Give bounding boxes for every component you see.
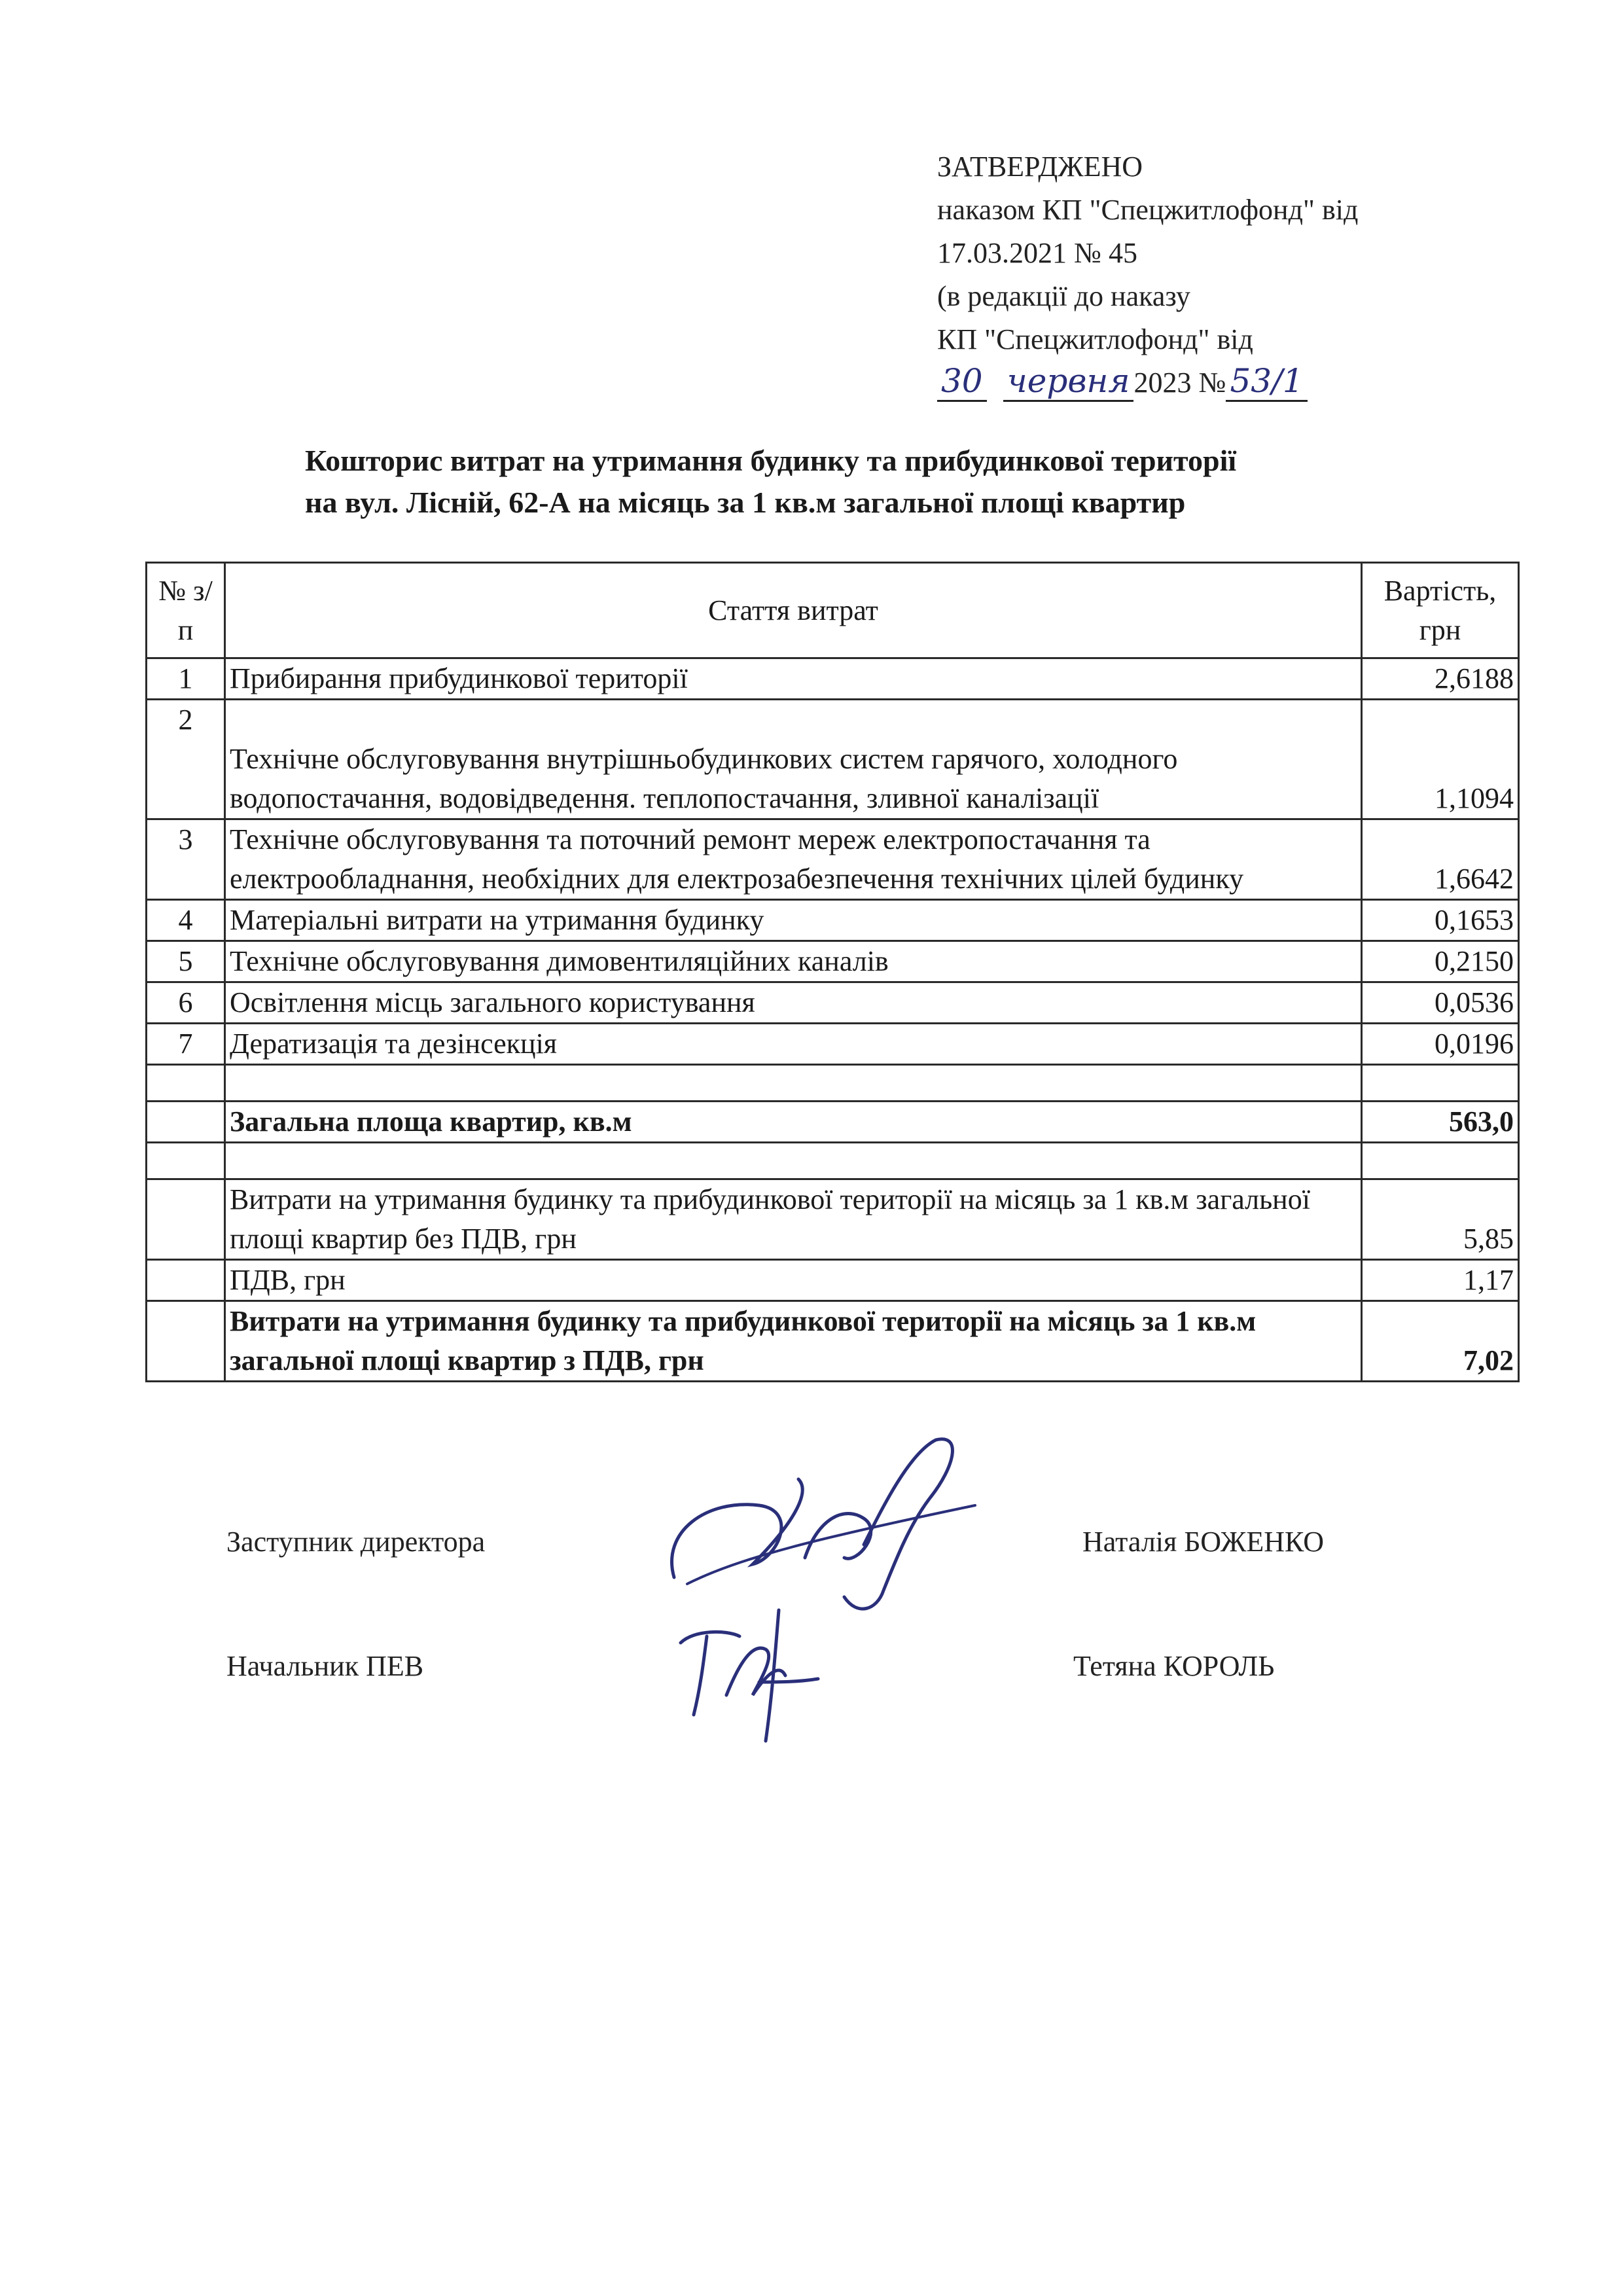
row-number: 5 (147, 941, 225, 982)
head-title: Начальник ПЕВ (226, 1650, 424, 1682)
total-area-label: Загальна площа квартир, кв.м (225, 1102, 1362, 1143)
revision-year: 2023 № (1133, 367, 1226, 399)
row-number: 2 (147, 700, 225, 819)
row-value: 1,6642 (1362, 819, 1519, 900)
table-header-row (147, 563, 1519, 658)
row-text: Дератизація та дезінсекція (225, 1024, 1362, 1065)
head-signature-icon (668, 1584, 838, 1754)
header-number: № з/п (147, 563, 225, 658)
row-value: 0,1653 (1362, 900, 1519, 941)
row-value: 2,6188 (1362, 658, 1519, 700)
row-number: 7 (147, 1024, 225, 1065)
table-row (147, 819, 1519, 900)
handwritten-day: 30 (937, 362, 987, 402)
row-value: 1,1094 (1362, 700, 1519, 819)
table-row (147, 700, 1519, 819)
total-area-row (147, 1102, 1519, 1143)
handwritten-month: червня (1003, 362, 1134, 402)
table-row (147, 1024, 1519, 1065)
row-number: 3 (147, 819, 225, 900)
row-value: 0,0196 (1362, 1024, 1519, 1065)
cost-no-vat-label: Витрати на утримання будинку та прибудинкової території на місяць за 1 кв.м загальної площі квартир без ПДВ, грн (225, 1179, 1362, 1260)
table-row (147, 941, 1519, 982)
title-line-2: на вул. Лісній, 62-А на місяць за 1 кв.м загальної площі квартир (305, 486, 1186, 519)
approval-order-date: 17.03.2021 № 45 (937, 237, 1137, 269)
vat-value: 1,17 (1362, 1260, 1519, 1301)
cost-with-vat-value: 7,02 (1362, 1301, 1519, 1382)
row-value: 0,0536 (1362, 982, 1519, 1024)
row-text: Прибирання прибудинкової території (225, 658, 1362, 700)
cost-table (145, 562, 1520, 1382)
row-text: Технічне обслуговування димовентиляційних каналів (225, 941, 1362, 982)
table-row (147, 658, 1519, 700)
table-row (147, 982, 1519, 1024)
row-number: 6 (147, 982, 225, 1024)
row-number: 4 (147, 900, 225, 941)
row-text: Освітлення місць загального користування (225, 982, 1362, 1024)
title-line-1: Кошторис витрат на утримання будинку та прибудинкової території (305, 444, 1237, 477)
approval-block (937, 145, 1358, 404)
total-area-value: 563,0 (1362, 1102, 1519, 1143)
empty-row (147, 1065, 1519, 1102)
document-title (305, 440, 1418, 524)
approval-revision-org: КП "Спецжитлофонд" від (937, 323, 1253, 355)
row-text: Матеріальні витрати на утримання будинку (225, 900, 1362, 941)
row-text: Технічне обслуговування та поточний ремонт мереж електропостачання та електрообладнання, необхідних для електрозабезпечення технічних цілей будинку (225, 819, 1362, 900)
vat-label: ПДВ, грн (225, 1260, 1362, 1301)
deputy-name: Наталія БОЖЕНКО (1082, 1526, 1325, 1558)
cost-with-vat-row (147, 1301, 1519, 1382)
row-value: 0,2150 (1362, 941, 1519, 982)
row-text: Технічне обслуговування внутрішньобудинкових систем гарячого, холодного водопостачання, водовідведення. теплопостачання, зливної каналізації (225, 700, 1362, 819)
handwritten-number: 53/1 (1226, 362, 1307, 402)
deputy-title: Заступник директора (226, 1526, 486, 1558)
header-value: Вартість, грн (1362, 563, 1519, 658)
empty-row (147, 1143, 1519, 1179)
cost-no-vat-row (147, 1179, 1519, 1260)
approval-revision-date (937, 361, 1358, 404)
cost-with-vat-label: Витрати на утримання будинку та прибудинкової території на місяць за 1 кв.м загальної площі квартир з ПДВ, грн (225, 1301, 1362, 1382)
approval-revision-line: (в редакції до наказу (937, 280, 1190, 312)
vat-row (147, 1260, 1519, 1301)
head-name: Тетяна КОРОЛЬ (1073, 1650, 1275, 1682)
cost-no-vat-value: 5,85 (1362, 1179, 1519, 1260)
table-row (147, 900, 1519, 941)
approval-order-line: наказом КП "Спецжитлофонд" від (937, 194, 1359, 226)
row-number: 1 (147, 658, 225, 700)
approval-heading: ЗАТВЕРДЖЕНО (937, 151, 1143, 183)
header-article: Стаття витрат (225, 563, 1362, 658)
